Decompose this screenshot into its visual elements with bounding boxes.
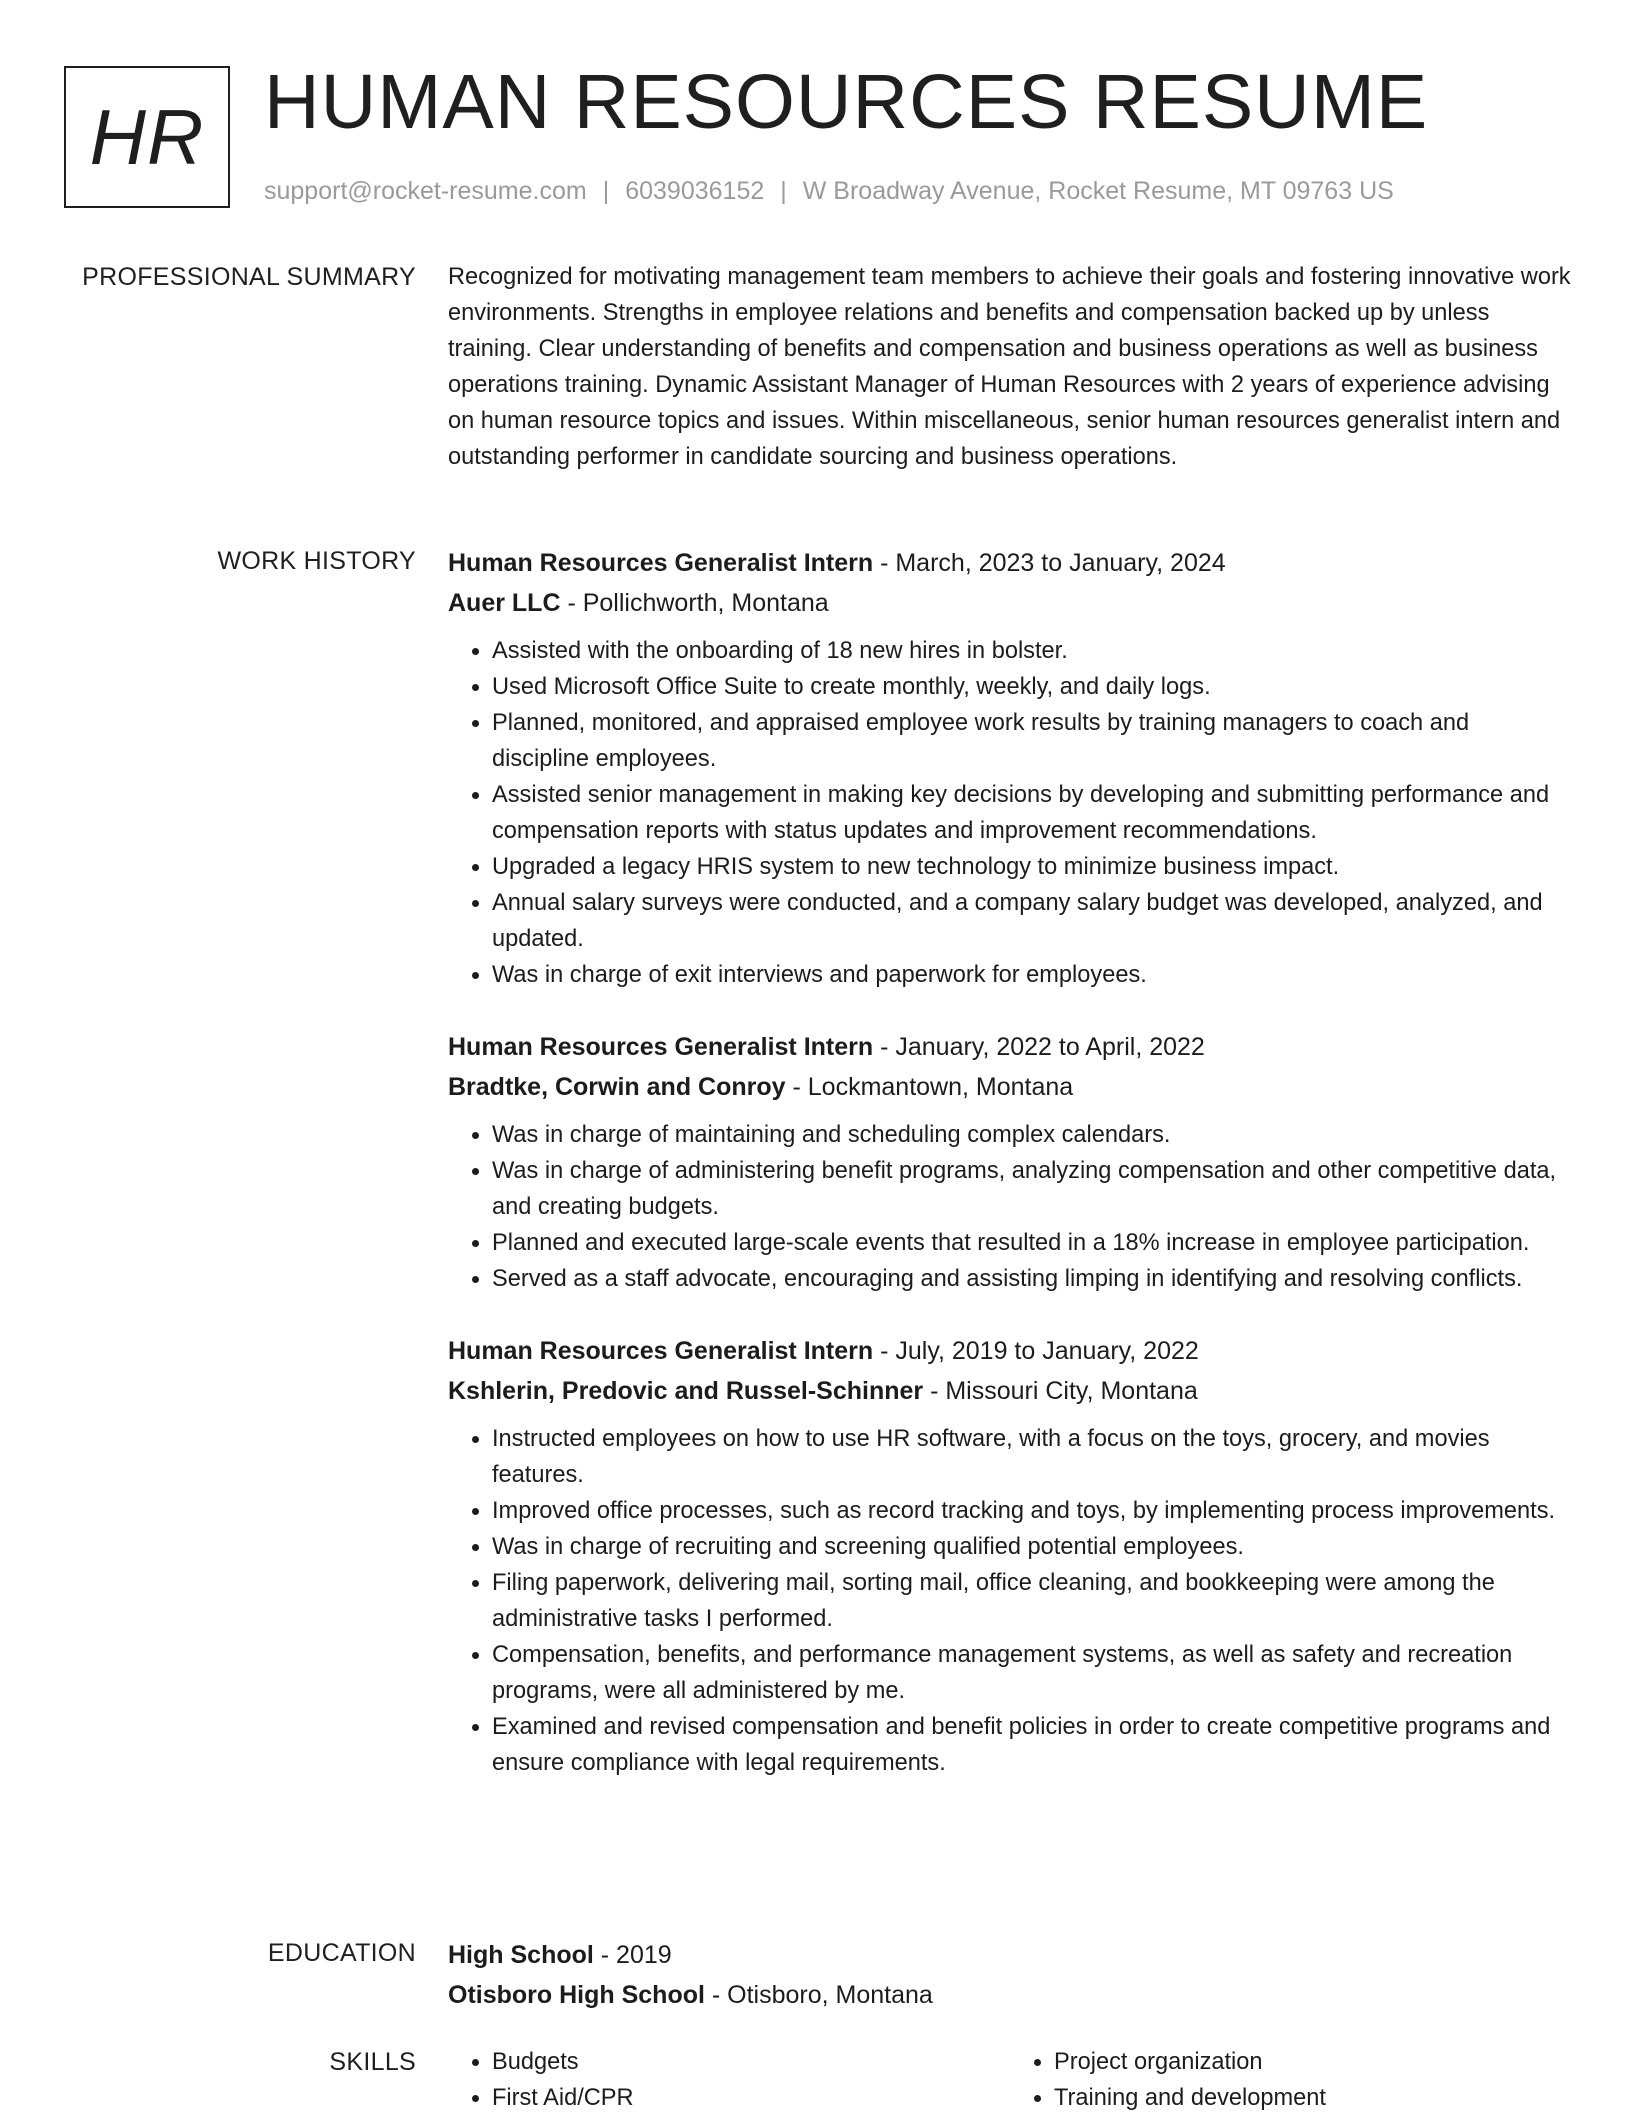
job-title-line [448, 1027, 1572, 1067]
education-school: Otisboro High School [448, 1981, 705, 2009]
job-company-line [448, 583, 1572, 623]
education-location: - Otisboro, Montana [704, 1981, 933, 2009]
job-bullet: • Assisted senior management in making key decisions by developing and submitting performance and compensation reports with status updates and improvement recommendations. [492, 777, 1572, 849]
skill-item: • Budgets [492, 2044, 1010, 2080]
skill-item: • Training and development [1054, 2080, 1572, 2116]
job-entry [448, 1331, 1572, 1781]
job-bullet: • Planned, monitored, and appraised employee work results by training managers to coach and discipline employees. [492, 705, 1572, 777]
summary-text: Recognized for motivating management team members to achieve their goals and fostering innovative work environments. Strengths in employee relations and benefits and compensation backed up by unless training. Clear understanding of benefits and compensation and business operations as well as business operations training. Dynamic Assistant Manager of Human Resources with 2 years of experience advising on human resource topics and issues. Within miscellaneous, senior human resources generalist intern and outstanding performer in candidate sourcing and business operations. [448, 264, 1571, 470]
skill-item: • Project organization [1054, 2044, 1572, 2080]
education-year: - 2019 [593, 1941, 672, 1969]
section-label-work-history: WORK HISTORY [217, 547, 416, 575]
job-bullet-list [448, 1421, 1572, 1781]
job-bullet: • Was in charge of exit interviews and paperwork for employees. [492, 957, 1572, 993]
job-bullet: • Planned and executed large-scale events that resulted in a 18% increase in employee participation. [492, 1225, 1572, 1261]
job-bullet: • Examined and revised compensation and benefit policies in order to create competitive programs and ensure compliance with legal requirements. [492, 1709, 1572, 1781]
job-company: Bradtke, Corwin and Conroy [448, 1073, 786, 1101]
job-company-line [448, 1067, 1572, 1107]
job-bullet: • Was in charge of administering benefit programs, analyzing compensation and other competitive data, and creating budgets. [492, 1153, 1572, 1225]
contact-email[interactable]: support@rocket-resume.com [264, 177, 587, 205]
job-bullet: • Was in charge of recruiting and screening qualified potential employees. [492, 1529, 1572, 1565]
job-bullet: • Assisted with the onboarding of 18 new hires in bolster. [492, 633, 1572, 669]
section-label-skills: SKILLS [329, 2048, 416, 2076]
job-bullet: • Instructed employees on how to use HR software, with a focus on the toys, grocery, and movies features. [492, 1421, 1572, 1493]
skills-list-left [448, 2044, 1010, 2116]
job-dates: - March, 2023 to January, 2024 [873, 549, 1226, 577]
contact-separator: | [780, 177, 787, 205]
job-bullet-list [448, 633, 1572, 993]
job-company: Auer LLC [448, 589, 561, 617]
job-bullet: • Compensation, benefits, and performance management systems, as well as safety and recreation programs, were all administered by me. [492, 1637, 1572, 1709]
job-bullet-list [448, 1117, 1572, 1297]
job-bullet: • Annual salary surveys were conducted, and a company salary budget was developed, analyzed, and updated. [492, 885, 1572, 957]
education-school-line [448, 1975, 1572, 2015]
job-location: - Lockmantown, Montana [785, 1073, 1074, 1101]
skills-list-right [1010, 2044, 1572, 2116]
job-list [448, 543, 1572, 1815]
job-dates: - January, 2022 to April, 2022 [873, 1033, 1205, 1061]
section-label-summary: PROFESSIONAL SUMMARY [82, 263, 416, 291]
job-location: - Missouri City, Montana [923, 1377, 1198, 1405]
job-location: - Pollichworth, Montana [560, 589, 829, 617]
job-title-line [448, 543, 1572, 583]
job-bullet: • Was in charge of maintaining and scheduling complex calendars. [492, 1117, 1572, 1153]
contact-phone[interactable]: 6039036152 [625, 177, 765, 205]
job-title: Human Resources Generalist Intern [448, 549, 874, 577]
job-entry [448, 543, 1572, 993]
job-bullet: • Upgraded a legacy HRIS system to new technology to minimize business impact. [492, 849, 1572, 885]
monogram-box: HR [64, 66, 230, 208]
contact-separator: | [602, 177, 610, 205]
contact-address: W Broadway Avenue, Rocket Resume, MT 09763 US [802, 177, 1394, 205]
job-bullet: • Improved office processes, such as record tracking and toys, by implementing process improvements. [492, 1493, 1572, 1529]
job-title: Human Resources Generalist Intern [448, 1337, 874, 1365]
job-bullet: • Filing paperwork, delivering mail, sorting mail, office cleaning, and bookkeeping were among the administrative tasks I performed. [492, 1565, 1572, 1637]
job-bullet: • Served as a staff advocate, encouraging and assisting limping in identifying and resolving conflicts. [492, 1261, 1572, 1297]
job-company-line [448, 1371, 1572, 1411]
job-entry [448, 1027, 1572, 1297]
job-title-line [448, 1331, 1572, 1371]
education-degree: High School [448, 1941, 594, 1969]
contact-line [264, 176, 1394, 206]
education-degree-line [448, 1935, 1572, 1975]
job-title: Human Resources Generalist Intern [448, 1033, 874, 1061]
resume-title: HUMAN RESOURCES RESUME [264, 59, 1429, 145]
skill-item: • First Aid/CPR [492, 2080, 1010, 2116]
section-label-education: EDUCATION [267, 1939, 416, 1967]
job-company: Kshlerin, Predovic and Russel-Schinner [448, 1377, 924, 1405]
job-bullet: • Used Microsoft Office Suite to create monthly, weekly, and daily logs. [492, 669, 1572, 705]
job-dates: - July, 2019 to January, 2022 [873, 1337, 1199, 1365]
